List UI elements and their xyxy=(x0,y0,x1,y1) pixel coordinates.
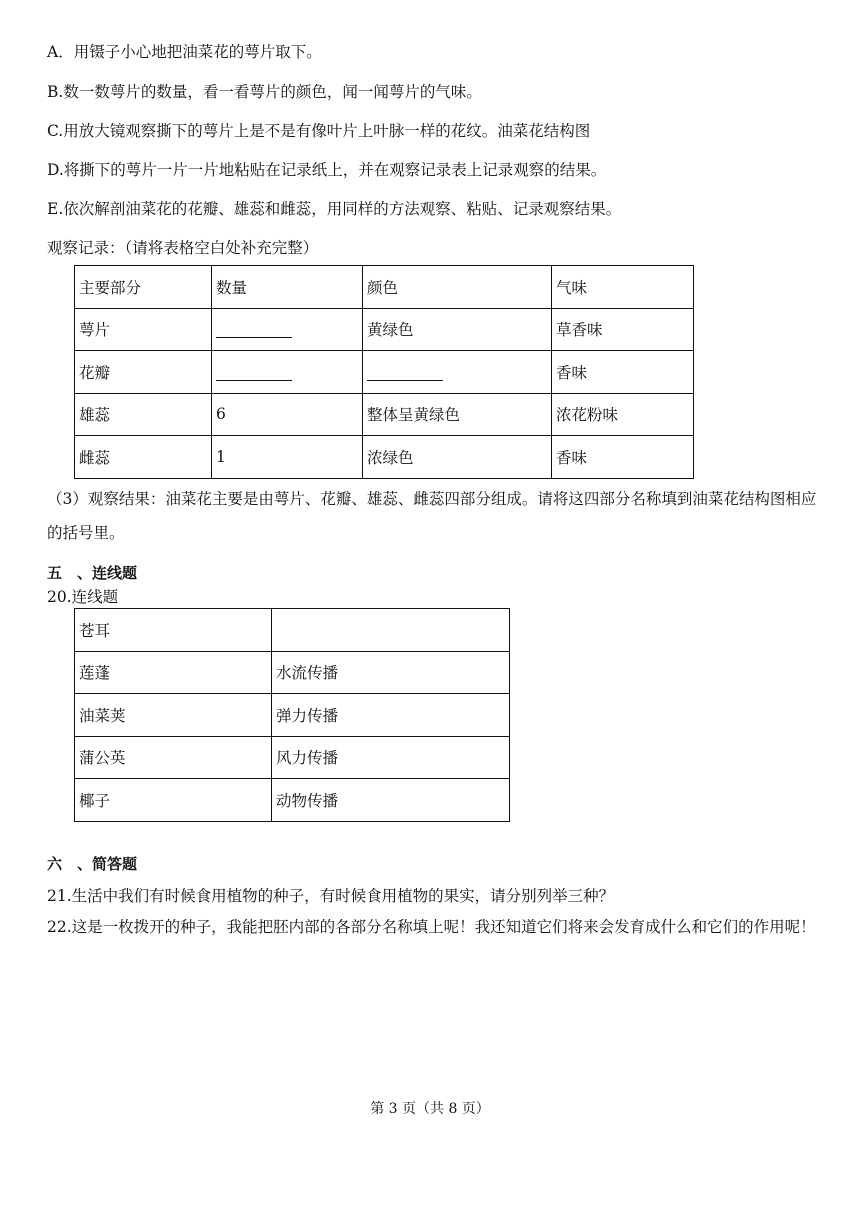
table-row xyxy=(75,393,694,436)
dispersal-cell: 动物传播 xyxy=(272,779,510,822)
dispersal-cell: 弹力传播 xyxy=(272,694,510,737)
seed-cell: 莲蓬 xyxy=(75,651,272,694)
seed-cell: 蒲公英 xyxy=(75,736,272,779)
step-b: B.数一数萼片的数量，看一看萼片的颜色，闻一闻萼片的气味。 xyxy=(47,83,482,101)
dispersal-cell: 风力传播 xyxy=(272,736,510,779)
seed-cell: 椰子 xyxy=(75,779,272,822)
step-c: C.用放大镜观察撕下的萼片上是不是有像叶片上叶脉一样的花纹。油菜花结构图 xyxy=(47,122,591,140)
section-5-heading: 五 、连线题 xyxy=(47,564,138,582)
step-d: D.将撕下的萼片一片一片地粘贴在记录纸上，并在观察记录表上记录观察的结果。 xyxy=(47,161,607,179)
header-cell: 主要部分 xyxy=(75,266,212,309)
table-cell: 整体呈黄绿色 xyxy=(363,393,552,436)
table-cell: 香味 xyxy=(552,351,694,394)
header-cell: 颜色 xyxy=(363,266,552,309)
table-cell: 香味 xyxy=(552,436,694,479)
table-cell: 萼片 xyxy=(75,308,212,351)
answer-blank[interactable] xyxy=(216,321,292,338)
table-row xyxy=(75,609,510,652)
table-row xyxy=(75,779,510,822)
blank-answer-cell[interactable] xyxy=(363,351,552,394)
step-a: A．用镊子小心地把油菜花的萼片取下。 xyxy=(47,43,322,61)
observation-result: （3）观察结果：油菜花主要是由萼片、花瓣、雄蕊、雌蕊四部分组成。请将这四部分名称填到油菜花结构图相应的括号里。 xyxy=(47,490,817,542)
answer-blank[interactable] xyxy=(367,364,443,381)
seed-cell: 油菜荚 xyxy=(75,694,272,737)
header-cell: 数量 xyxy=(212,266,363,309)
table-cell: 雄蕊 xyxy=(75,393,212,436)
blank-answer-cell[interactable] xyxy=(212,351,363,394)
table-cell: 浓绿色 xyxy=(363,436,552,479)
table-cell: 1 xyxy=(212,436,363,479)
table-row xyxy=(75,694,510,737)
question-22: 22.这是一枚拨开的种子，我能把胚内部的各部分名称填上呢！我还知道它们将来会发育成什么和它们的作用呢！ xyxy=(47,918,816,936)
table-header-row xyxy=(75,266,694,309)
section-6-heading: 六 、简答题 xyxy=(47,855,138,873)
dispersal-cell: 水流传播 xyxy=(272,651,510,694)
question-21: 21.生活中我们有时候食用植物的种子，有时候食用植物的果实，请分别列举三种？ xyxy=(47,887,615,905)
step-e: E.依次解剖油菜花的花瓣、雄蕊和雌蕊，用同样的方法观察、粘贴、记录观察结果。 xyxy=(47,200,622,218)
table-row xyxy=(75,436,694,479)
table-cell: 花瓣 xyxy=(75,351,212,394)
table-cell: 雌蕊 xyxy=(75,436,212,479)
observation-table xyxy=(74,265,694,479)
table-row xyxy=(75,736,510,779)
observation-label: 观察记录：（请将表格空白处补充完整） xyxy=(47,239,319,257)
table-cell: 6 xyxy=(212,393,363,436)
table-row xyxy=(75,351,694,394)
dispersal-cell xyxy=(272,609,510,652)
header-cell: 气味 xyxy=(552,266,694,309)
table-row xyxy=(75,651,510,694)
table-row xyxy=(75,308,694,351)
table-cell: 草香味 xyxy=(552,308,694,351)
question-20: 20.连线题 xyxy=(47,588,119,606)
blank-answer-cell[interactable] xyxy=(212,308,363,351)
answer-blank[interactable] xyxy=(216,364,292,381)
table-cell: 浓花粉味 xyxy=(552,393,694,436)
table-cell: 黄绿色 xyxy=(363,308,552,351)
matching-table xyxy=(74,608,510,822)
seed-cell: 苍耳 xyxy=(75,609,272,652)
page-footer: 第 3 页（共 8 页） xyxy=(370,1101,490,1117)
